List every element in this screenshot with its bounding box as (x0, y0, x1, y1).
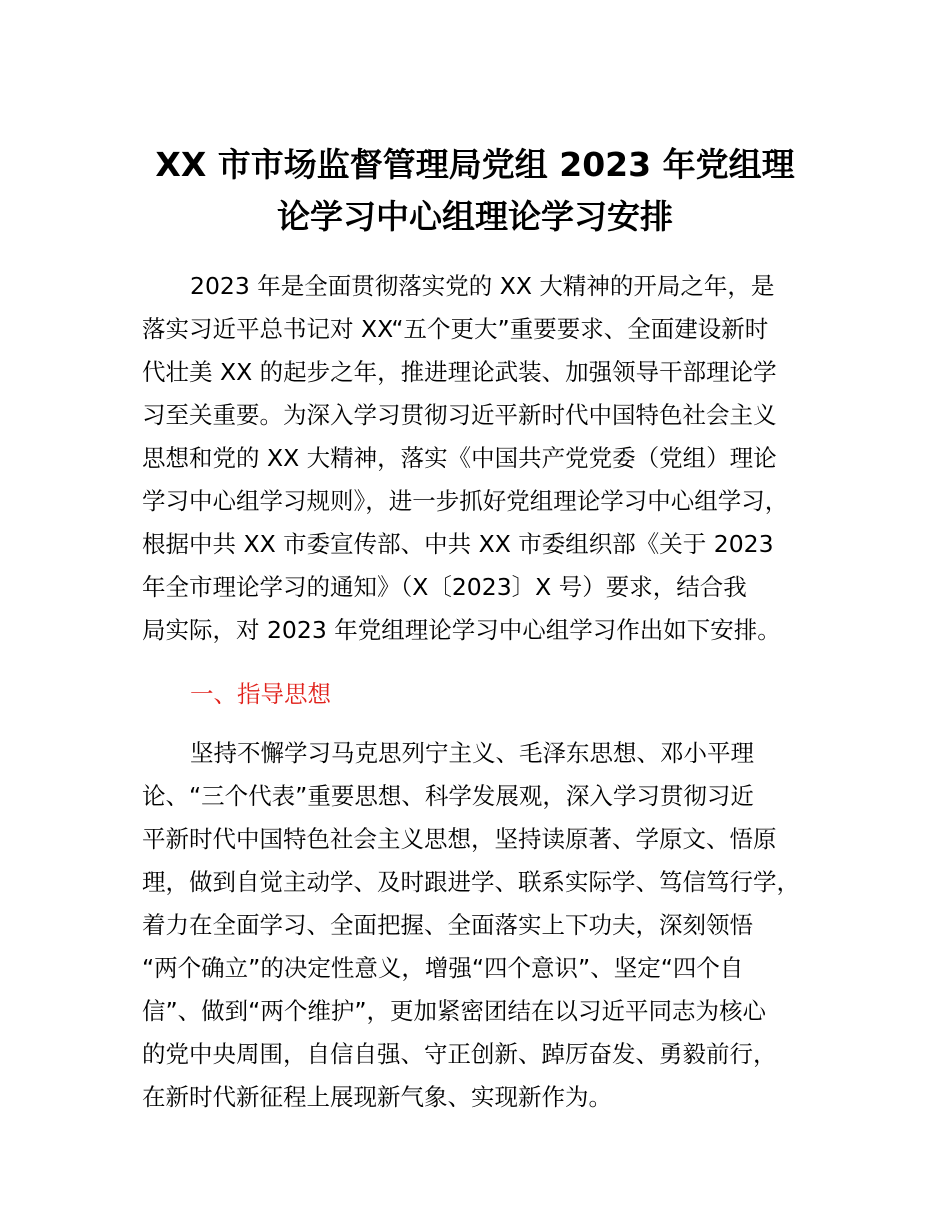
paragraph-line: 代壮美 XX 的起步之年，推进理论武装、加强领导干部理论学 (142, 358, 777, 386)
paragraph-line: 着力在全面学习、全面把握、全面落实上下功夫，深刻领悟 (142, 911, 753, 939)
document-title-line-1: XX 市市场监督管理局党组 2023 年党组理 (155, 145, 795, 184)
paragraph-line: 理，做到自觉主动学、及时跟进学、联系实际学、笃信笃行学， (142, 868, 800, 896)
paragraph-line: 平新时代中国特色社会主义思想，坚持读原著、学原文、悟原 (142, 825, 777, 853)
paragraph-line: 落实习近平总书记对 XX“五个更大”重要要求、全面建设新时 (142, 315, 769, 343)
paragraph-line: 年全市理论学习的通知》（X〔2023〕X 号）要求，结合我 (142, 573, 747, 601)
paragraph-line: 根据中共 XX 市委宣传部、中共 XX 市委组织部《关于 2023 (142, 530, 774, 558)
paragraph-line: 2023 年是全面贯彻落实党的 XX 大精神的开局之年，是 (190, 272, 775, 300)
section-heading-guiding-thought: 一、指导思想 (190, 680, 331, 708)
document-title-line-2: 论学习中心组理论学习安排 (277, 197, 673, 236)
paragraph-line: 论、“三个代表”重要思想、科学发展观，深入学习贯彻习近 (142, 782, 754, 810)
guiding-thought-paragraph (142, 732, 842, 1119)
paragraph-line: 的党中央周围，自信自强、守正创新、踔厉奋发、勇毅前行， (142, 1040, 777, 1068)
paragraph-line: 习至关重要。为深入学习贯彻习近平新时代中国特色社会主义 (142, 401, 777, 429)
paragraph-line: “两个确立”的决定性意义，增强“四个意识”、坚定“四个自 (142, 954, 744, 982)
paragraph-line: 在新时代新征程上展现新气象、实现新作为。 (142, 1083, 612, 1111)
paragraph-line: 坚持不懈学习马克思列宁主义、毛泽东思想、邓小平理 (190, 739, 754, 767)
paragraph-line: 学习中心组学习规则》，进一步抓好党组理论学习中心组学习， (142, 487, 789, 515)
paragraph-line: 局实际，对 2023 年党组理论学习中心组学习作出如下安排。 (142, 616, 781, 644)
intro-paragraph (142, 265, 842, 652)
paragraph-line: 思想和党的 XX 大精神，落实《中国共产党党委（党组）理论 (142, 444, 777, 472)
paragraph-line: 信”、做到“两个维护”，更加紧密团结在以习近平同志为核心 (142, 997, 767, 1025)
